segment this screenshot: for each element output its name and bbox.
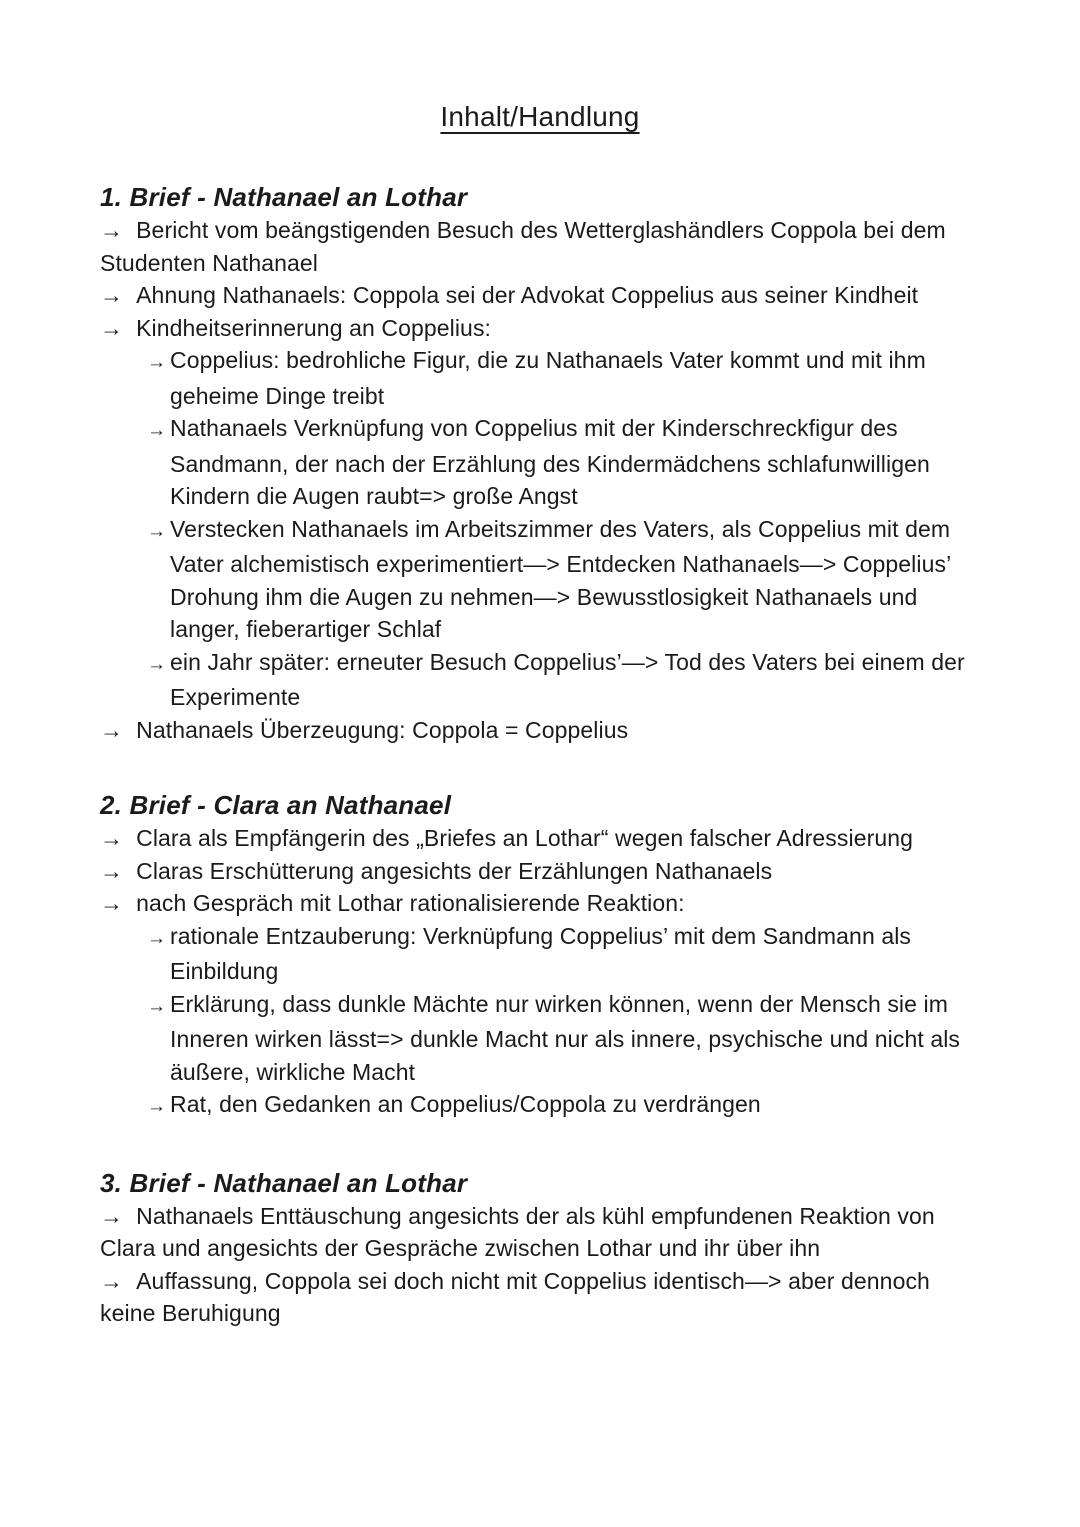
bullet-text: Kindheitserinnerung an Coppelius: [136, 314, 492, 341]
letter-section [100, 1166, 980, 1330]
bullet-item [100, 714, 980, 747]
bullet-item [100, 822, 980, 855]
bullet-text: Nathanaels Enttäuschung angesichts der als kühl empfundenen Reaktion von Clara und angesichts der Gespräche zwischen Lothar und ihr über ihn [100, 1202, 935, 1261]
bullet-text: Ahnung Nathanaels: Coppola sei der Advokat Coppelius aus seiner Kindheit [136, 282, 919, 308]
arrow-icon: → [100, 825, 124, 851]
bullet-text: Erklärung, dass dunkle Mächte nur wirken können, wenn der Mensch sie im Inneren wirken lässt=> dunkle Macht nur als innere, psychische und nicht als äußere, wirkliche Macht [170, 990, 961, 1085]
bullet-item [100, 855, 980, 888]
sub-bullet-item [100, 412, 980, 513]
bullet-text: rationale Entzauberung: Verknüpfung Coppelius’ mit dem Sandmann als Einbildung [170, 922, 912, 984]
arrow-icon: → [100, 857, 124, 884]
arrow-icon: → [100, 282, 124, 308]
sub-arrow-icon: → [147, 927, 167, 949]
arrow-icon: → [100, 1202, 124, 1229]
bullet-text: Bericht vom beängstigenden Besuch des Wetterglashändlers Coppola bei dem Studenten Nathanael [100, 217, 946, 276]
bullet-item [100, 279, 980, 312]
bullet-text: Rat, den Gedanken an Coppelius/Coppola zu verdrängen [170, 1091, 761, 1117]
sub-arrow-icon: → [147, 352, 167, 373]
sub-arrow-icon: → [147, 520, 167, 542]
letter-section [100, 180, 980, 746]
sub-bullet-item [100, 344, 980, 412]
arrow-icon: → [100, 716, 124, 743]
bullet-item [100, 312, 980, 345]
sub-bullet-item [100, 988, 980, 1089]
bullet-item [100, 214, 980, 279]
sub-arrow-icon: → [147, 420, 167, 441]
bullet-text: Coppelius: bedrohliche Figur, die zu Nathanaels Vater kommt und mit ihm geheime Dinge treibt [170, 347, 926, 409]
bullet-text: Nathanaels Verknüpfung von Coppelius mit der Kinderschreckfigur des Sandmann, der nach der Erzählung des Kindermädchens schlafunwilligen Kindern die Augen raubt=> große Angst [170, 415, 930, 509]
bullet-text: Auffassung, Coppola sei doch nicht mit Coppelius identisch—> aber dennoch keine Beruhigung [100, 1267, 930, 1326]
bullet-item [100, 1265, 980, 1330]
page-title: Inhalt/Handlung [440, 101, 640, 132]
sub-bullet-item [100, 513, 980, 646]
bullet-text: nach Gespräch mit Lothar rationalisierende Reaktion: [136, 890, 685, 916]
section-heading: 3. Brief - Nathanael an Lothar [100, 1167, 468, 1198]
sub-arrow-icon: → [147, 995, 167, 1017]
section-heading: 1. Brief - Nathanael an Lothar [100, 182, 468, 212]
arrow-icon: → [100, 890, 124, 916]
sub-bullet-item [100, 920, 980, 988]
bullet-text: Claras Erschütterung angesichts der Erzählungen Nathanaels [136, 857, 773, 884]
bullet-item [100, 1200, 980, 1265]
arrow-icon: → [100, 314, 124, 341]
sub-bullet-item [100, 1088, 980, 1124]
sub-arrow-icon: → [147, 1096, 167, 1117]
sub-bullet-item [100, 646, 980, 714]
content [100, 180, 980, 1330]
bullet-text: Clara als Empfängerin des „Briefes an Lothar“ wegen falscher Adressierung [136, 825, 914, 851]
bullet-text: ein Jahr später: erneuter Besuch Coppelius’—> Tod des Vaters bei einem der Experimente [170, 648, 965, 710]
bullet-text: Verstecken Nathanaels im Arbeitszimmer des Vaters, als Coppelius mit dem Vater alchemistisch experimentiert—> Entdecken Nathanaels—> Coppelius’ Drohung ihm die Augen zu nehmen—> Bewusstlosigkeit Nathanaels und langer, fieberartiger Schlaf [170, 515, 951, 642]
arrow-icon: → [100, 217, 124, 243]
arrow-icon: → [100, 1267, 124, 1294]
letter-section [100, 788, 980, 1124]
sub-arrow-icon: → [147, 653, 167, 675]
bullet-item [100, 887, 980, 920]
section-heading: 2. Brief - Clara an Nathanael [100, 790, 452, 820]
bullet-text: Nathanaels Überzeugung: Coppola = Coppelius [136, 716, 629, 743]
